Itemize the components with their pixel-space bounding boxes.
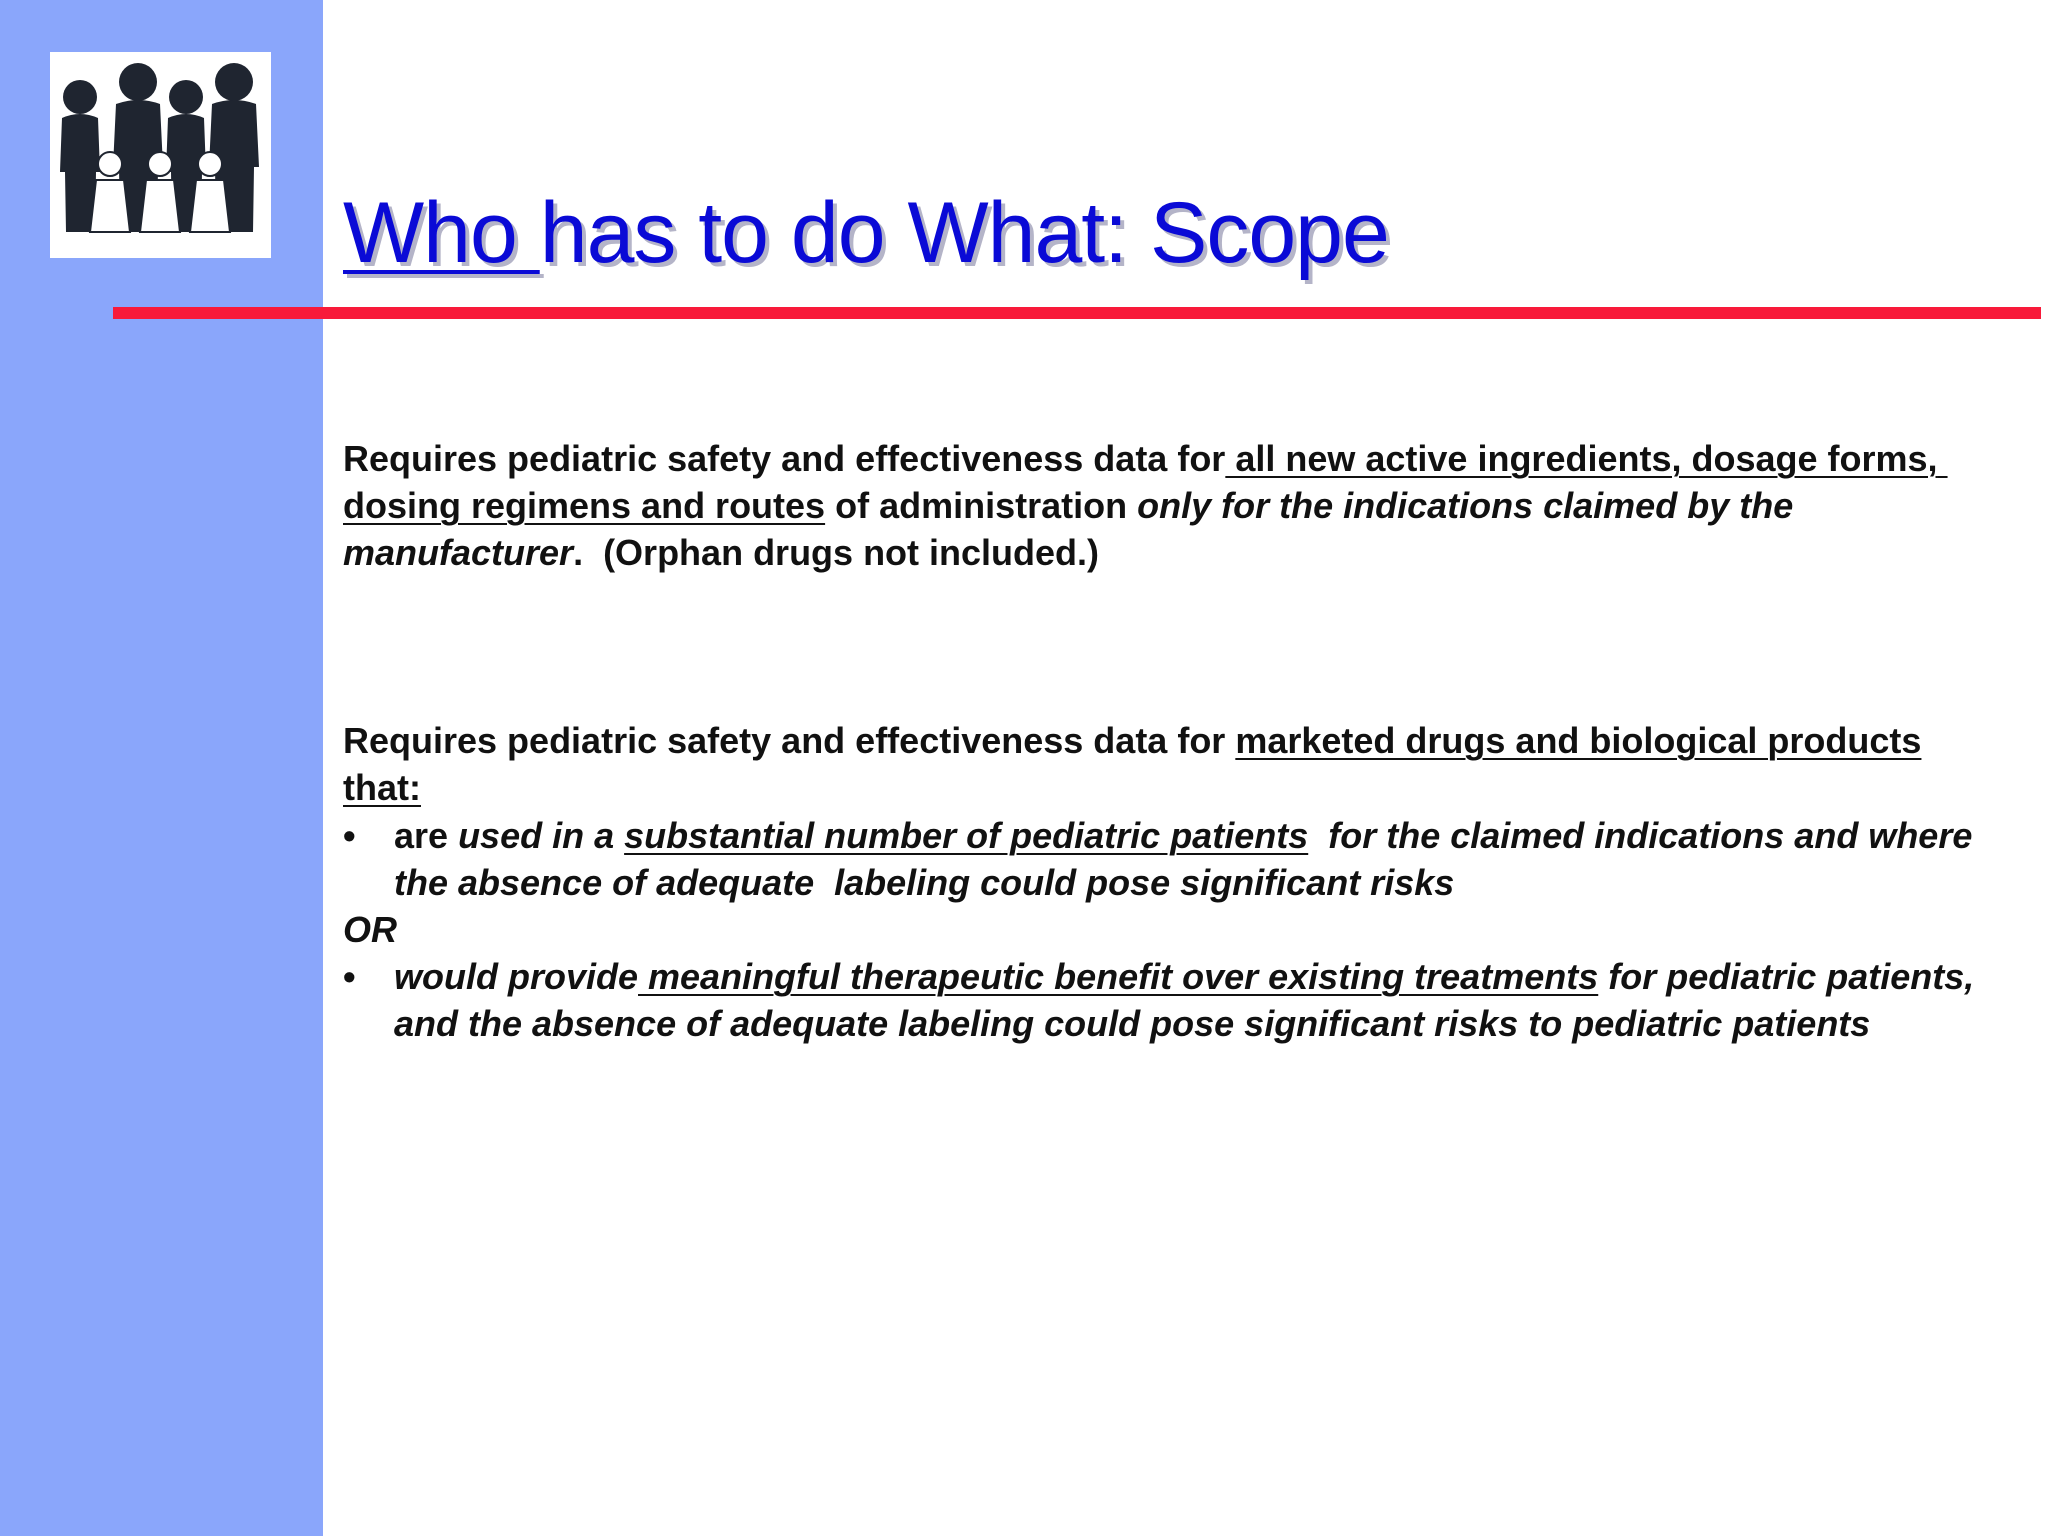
bullet2-rest: for pediatric patients, and the absence of adequate labeling could pose significant risks to pediatric patients xyxy=(394,956,1985,1044)
scope-paragraph-marketed-products xyxy=(343,717,1983,811)
bullet1-rest: for the claimed indications and where the absence of adequate labeling could pose significant risks xyxy=(394,815,1983,903)
bullet2-would-provide: would provide xyxy=(394,956,639,997)
slide-title xyxy=(343,185,1389,281)
para2-intro: Requires pediatric safety and effectiveness data for xyxy=(343,720,1236,761)
para1-orphan-note: . (Orphan drugs not included.) xyxy=(573,532,1100,573)
or-separator: OR xyxy=(343,909,397,950)
title-divider-rule xyxy=(113,307,2041,319)
para1-intro: Requires pediatric safety and effectiveness data for xyxy=(343,438,1226,479)
criteria-item-substantial-use xyxy=(343,812,1983,906)
family-icon xyxy=(50,52,271,258)
bullet1-are: are xyxy=(394,815,459,856)
scope-paragraph-new-products xyxy=(343,435,1983,576)
bullet1-underlined: substantial number of pediatric patients xyxy=(624,815,1309,856)
title-rest: has to do What: Scope xyxy=(539,185,1389,281)
title-underlined-part: Who xyxy=(343,185,540,281)
bullet1-used-in: used in a xyxy=(458,815,625,856)
para1-italic-indications: only for the indications claimed by the manufacturer xyxy=(343,485,1794,573)
criteria-list xyxy=(343,812,1983,1047)
bullet-dot-icon: • xyxy=(343,956,356,997)
criteria-item-therapeutic-benefit xyxy=(343,953,1983,1047)
bullet-dot-icon: • xyxy=(343,815,356,856)
para1-middle: of administration xyxy=(825,485,1138,526)
para1-underlined-scope: all new active ingredients, dosage forms, dosing regimens and routes xyxy=(343,438,1948,526)
bullet2-underlined: meaningful therapeutic benefit over existing treatments xyxy=(638,956,1599,997)
para2-underlined-products: marketed drugs and biological products that: xyxy=(343,720,1922,808)
family-logo xyxy=(50,52,271,258)
